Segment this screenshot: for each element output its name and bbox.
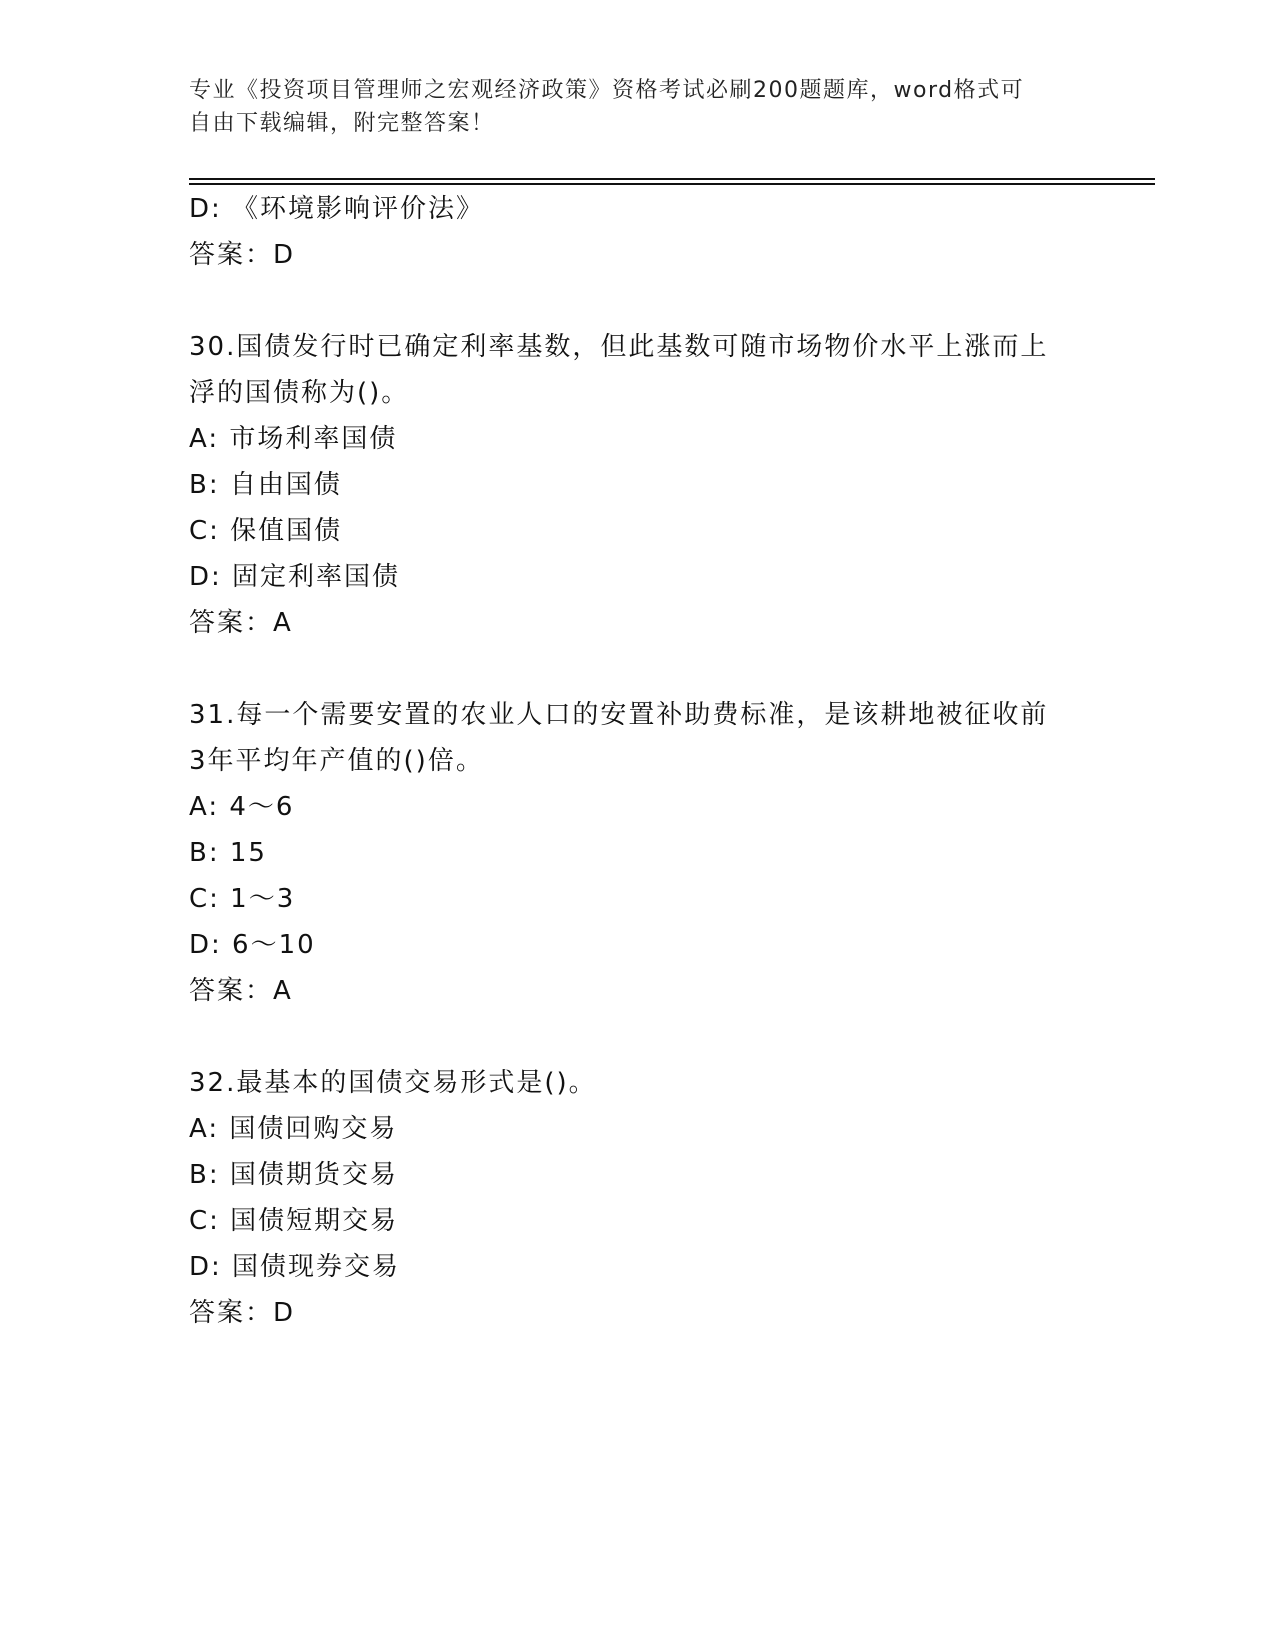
option-b: B: 国债期货交易 <box>189 1160 398 1190</box>
option-b: B: 自由国债 <box>189 470 342 500</box>
spacer <box>189 646 1089 692</box>
header-rule-top <box>189 178 1155 180</box>
document-header <box>189 74 1089 140</box>
header-title-line2: 自由下载编辑，附完整答案！ <box>189 111 495 136</box>
option-c: C: 国债短期交易 <box>189 1206 399 1236</box>
option-d: D: 固定利率国债 <box>189 562 401 592</box>
answer-text: 答案：D <box>189 240 296 270</box>
question-30 <box>189 324 1089 646</box>
option-d: D: 国债现券交易 <box>189 1252 401 1282</box>
question-stem: 30.国债发行时已确定利率基数，但此基数可随市场物价水平上涨而上 <box>189 332 1049 362</box>
question-stem: 32.最基本的国债交易形式是()。 <box>189 1068 597 1098</box>
spacer <box>189 1014 1089 1060</box>
option-a: A: 国债回购交易 <box>189 1114 398 1144</box>
option-c: C: 1～3 <box>189 884 296 914</box>
answer-text: 答案：A <box>189 976 293 1006</box>
option-a: A: 市场利率国债 <box>189 424 398 454</box>
question-stem-continued: 3年平均年产值的()倍。 <box>189 746 484 776</box>
question-32 <box>189 1060 1089 1336</box>
question-stem-continued: 浮的国债称为()。 <box>189 378 410 408</box>
question-31 <box>189 692 1089 1014</box>
option-b: B: 15 <box>189 838 267 868</box>
option-d: D: 6～10 <box>189 930 316 960</box>
question-stem: 31.每一个需要安置的农业人口的安置补助费标准，是该耕地被征收前 <box>189 700 1049 730</box>
answer-text: 答案：D <box>189 1298 296 1328</box>
header-rule-bottom <box>189 183 1155 185</box>
question-content <box>189 186 1089 1336</box>
option-d: D: 《环境影响评价法》 <box>189 194 485 224</box>
spacer <box>189 278 1089 324</box>
answer-text: 答案：A <box>189 608 293 638</box>
option-a: A: 4～6 <box>189 792 295 822</box>
option-c: C: 保值国债 <box>189 516 343 546</box>
header-title-line1: 专业《投资项目管理师之宏观经济政策》资格考试必刷200题题库，word格式可 <box>189 78 1025 103</box>
